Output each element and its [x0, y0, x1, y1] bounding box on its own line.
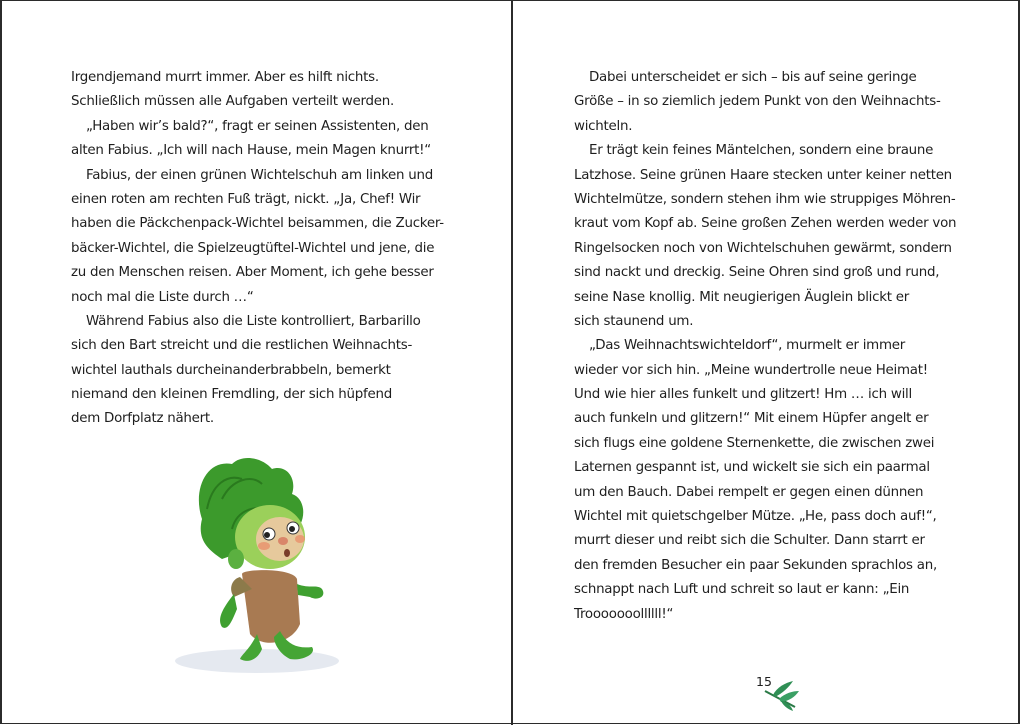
text-line: wichteln.	[574, 118, 633, 134]
text-line: um den Bauch. Dabei rempelt er gegen einen dünnen	[574, 484, 924, 500]
troll-illustration	[162, 449, 352, 679]
text-line: Irgendjemand murrt immer. Aber es hilft nichts.	[71, 70, 379, 85]
text-line: Trooooooollllll!“	[574, 606, 674, 622]
text-line: den fremden Besucher ein paar Sekunden sprachlos an,	[574, 557, 937, 573]
text-line: auch funkeln und glitzern!“ Mit einem Hüpfer angelt er	[574, 411, 929, 427]
text-line: Fabius, der einen grünen Wichtelschuh am linken und	[86, 167, 433, 183]
text-line: Latzhose. Seine grünen Haare stecken unter keiner netten	[574, 167, 952, 183]
text-line: Er trägt kein feines Mäntelchen, sondern eine braune	[589, 143, 934, 159]
fir-branch-icon	[761, 677, 801, 713]
text-line: murrt dieser und reibt sich die Schulter. Dann starrt er	[574, 533, 925, 549]
text-line: wichtel lauthals durcheinanderbrabbeln, bemerkt	[71, 362, 391, 378]
text-line: niemand den kleinen Fremdling, der sich hüpfend	[71, 387, 392, 403]
text-line: sind nackt und dreckig. Seine Ohren sind groß und rund,	[574, 265, 940, 281]
text-line: dem Dorfplatz nähert.	[71, 411, 214, 427]
text-line: „Haben wir’s bald?“, fragt er seinen Assistenten, den	[86, 118, 429, 134]
left-page-text	[71, 66, 491, 432]
right-page-text	[574, 66, 994, 627]
text-line: zu den Menschen reisen. Aber Moment, ich gehe besser	[71, 265, 434, 281]
text-line: seine Nase knollig. Mit neugierigen Äuglein blickt er	[574, 289, 910, 305]
text-line: kraut vom Kopf ab. Seine großen Zehen werden weder von	[574, 216, 957, 232]
text-line: Größe – in so ziemlich jedem Punkt von den Weihnachts-	[574, 94, 941, 110]
text-line: Ringelsocken noch von Wichtelschuhen gewärmt, sondern	[574, 240, 952, 256]
text-line: einen roten am rechten Fuß trägt, nickt. „Ja, Chef! Wir	[71, 191, 421, 207]
text-line: sich den Bart streicht und die restlichen Weihnachts-	[71, 338, 413, 354]
text-line: Und wie hier alles funkelt und glitzert! Hm … ich will	[574, 387, 912, 403]
text-line: sich staunend um.	[574, 313, 694, 329]
text-line: Wichtelmütze, sondern stehen ihm wie struppiges Möhren-	[574, 191, 956, 207]
troll-running-icon	[162, 449, 352, 679]
text-line: sich flugs eine goldene Sternenkette, die zwischen zwei	[574, 435, 935, 451]
text-line: Dabei unterscheidet er sich – bis auf seine geringe	[589, 70, 917, 85]
left-page	[2, 1, 511, 725]
text-line: „Das Weihnachtswichteldorf“, murmelt er immer	[589, 338, 906, 354]
text-line: alten Fabius. „Ich will nach Hause, mein Magen knurrt!“	[71, 143, 431, 159]
text-line: haben die Päckchenpack-Wichtel beisammen, die Zucker-	[71, 216, 444, 232]
text-line: schnappt nach Luft und schreit so laut er kann: „Ein	[574, 582, 910, 598]
text-line: noch mal die Liste durch …“	[71, 289, 254, 305]
text-line: Während Fabius also die Liste kontrolliert, Barbarillo	[86, 313, 421, 329]
right-page	[513, 1, 1020, 725]
page-number: 15	[756, 674, 772, 689]
text-line: wieder vor sich hin. „Meine wundertrolle neue Heimat!	[574, 362, 928, 378]
text-line: Laternen gespannt ist, und wickelt sie sich ein paarmal	[574, 460, 930, 476]
text-line: bäcker-Wichtel, die Spielzeugtüftel-Wichtel und jene, die	[71, 240, 435, 256]
text-line: Schließlich müssen alle Aufgaben verteilt werden.	[71, 94, 394, 110]
text-line: Wichtel mit quietschgelber Mütze. „He, pass doch auf!“,	[574, 509, 937, 525]
